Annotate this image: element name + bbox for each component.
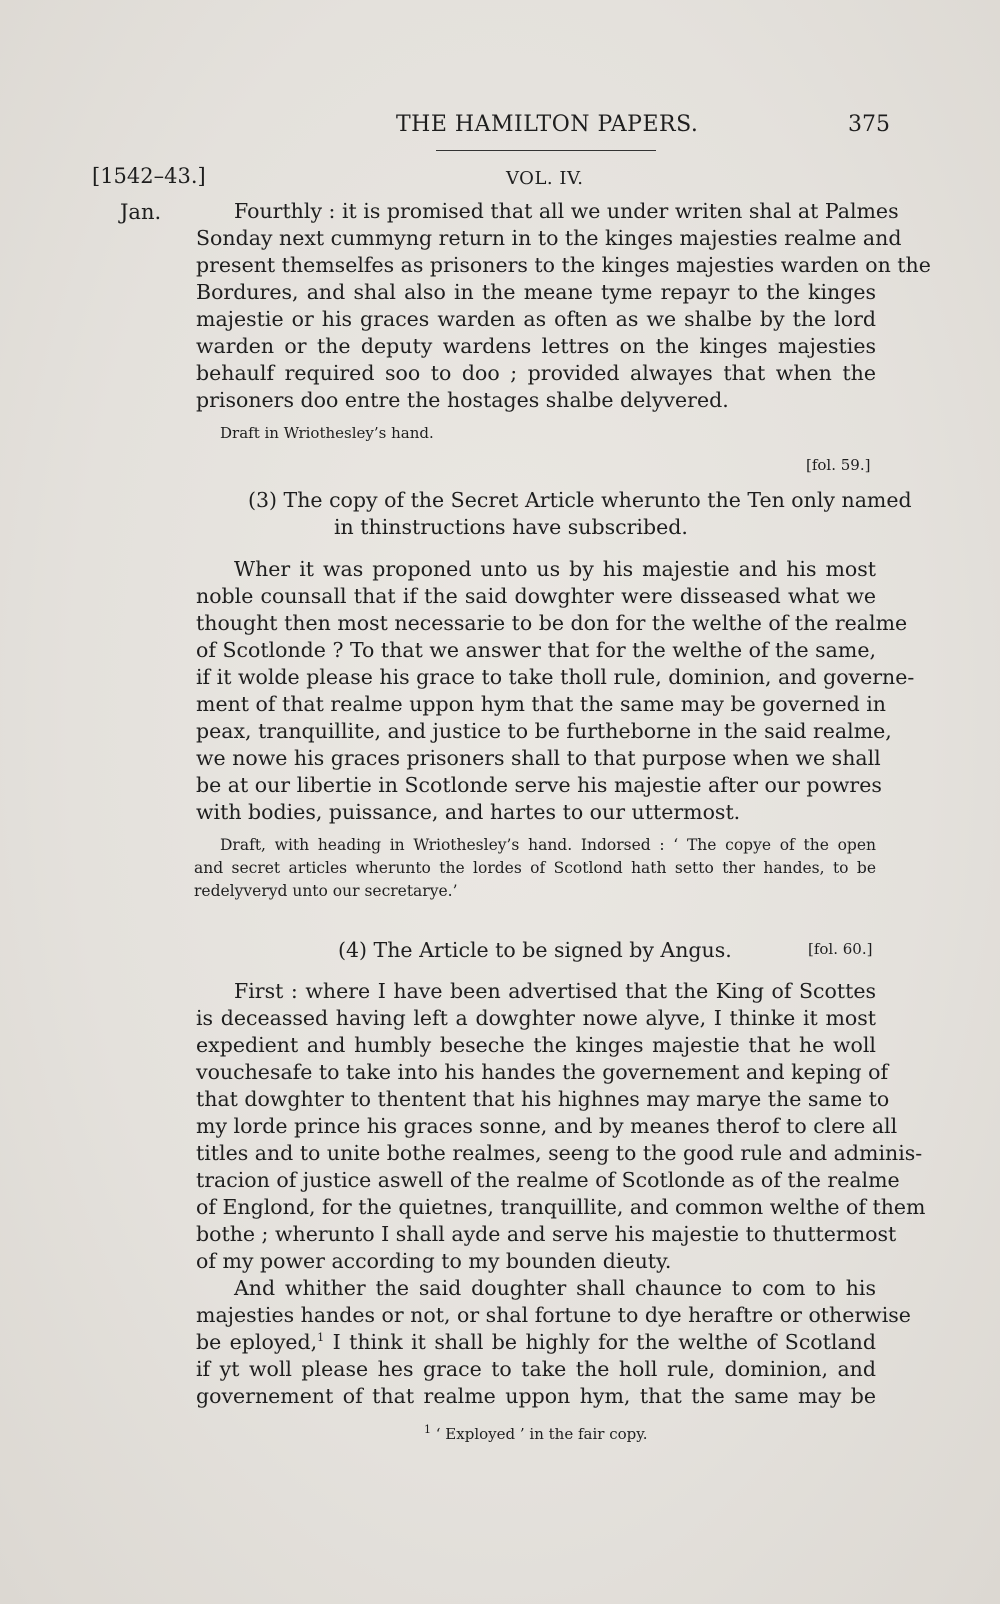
fourthly-paragraph: [196, 198, 931, 414]
text-line: Sonday next cummyng return in to the kinges majesties realme and: [196, 226, 902, 250]
month-margin-note: Jan.: [120, 200, 162, 224]
text-line: bothe ; wherunto I shall ayde and serve his majestie to thuttermost: [196, 1222, 897, 1246]
note-line: redelyveryd unto our secretarye.’: [194, 882, 458, 900]
text-line: my lorde prince his graces sonne, and by meanes therof to clere all: [196, 1114, 898, 1138]
text-line: if it wolde please his grace to take tholl rule, dominion, and governe-: [196, 665, 915, 689]
text-line: with bodies, puissance, and hartes to our uttermost.: [196, 800, 741, 824]
text-line: titles and to unite bothe realmes, seeng to the good rule and adminis-: [196, 1141, 923, 1165]
draft-note: Draft in Wriothesley’s hand.: [220, 424, 434, 442]
text-line: present themselfes as prisoners to the kinges majesties warden on the: [196, 253, 931, 277]
text-line: And whither the said doughter shall chaunce to com to his: [234, 1276, 876, 1300]
text-line: governement of that realme uppon hym, that the same may be: [196, 1384, 876, 1408]
text-line: if yt woll please hes grace to take the holl rule, dominion, and: [196, 1357, 876, 1381]
text-line: ment of that realme uppon hym that the same may be governed in: [196, 692, 887, 716]
note-line: and secret articles wherunto the lordes of Scotlond hath setto ther handes, to be: [194, 859, 876, 877]
footnote-marker: 1: [317, 1331, 325, 1345]
text-line: be at our libertie in Scotlonde serve his majestie after our powres: [196, 773, 882, 797]
volume-label: VOL. IV.: [506, 168, 584, 189]
text-line: vouchesafe to take into his handes the governement and keping of: [196, 1060, 889, 1084]
year-range: [1542–43.]: [92, 164, 206, 188]
text-line: Wher it was proponed unto us by his majestie and his most: [234, 557, 876, 581]
section-heading: (3) The copy of the Secret Article wherunto the Ten only named: [248, 488, 912, 512]
running-title: THE HAMILTON PAPERS.: [396, 112, 699, 137]
text-line: noble counsall that if the said dowghter were disseased what we: [196, 584, 876, 608]
footnote: [424, 1425, 647, 1443]
text-line: Bordures, and shal also in the meane tyme repayr to the kinges: [196, 280, 876, 304]
text-line: expedient and humbly beseche the kinges majestie that he woll: [196, 1033, 876, 1057]
text-segment: be eployed,: [196, 1330, 318, 1354]
text-line: Fourthly : it is promised that all we under writen shal at Palmes: [234, 199, 899, 223]
text-line: majesties handes or not, or shal fortune to dye heraftre or otherwise: [196, 1303, 911, 1327]
text-line: of my power according to my bounden dieuty.: [196, 1249, 672, 1273]
text-line: is deceassed having left a dowghter nowe alyve, I thinke it most: [196, 1006, 876, 1030]
text-line: [196, 1329, 876, 1356]
text-line: peax, tranquillite, and justice to be furtheborne in the said realme,: [196, 719, 892, 743]
angus-article-paragraph: [196, 978, 926, 1410]
indorsement-note: [194, 834, 876, 903]
text-line: prisoners doo entre the hostages shalbe delyvered.: [196, 388, 729, 412]
text-line: that dowghter to thentent that his highnes may marye the same to: [196, 1087, 890, 1111]
text-line: of Englond, for the quietnes, tranquillite, and common welthe of them: [196, 1195, 926, 1219]
text-line: we nowe his graces prisoners shall to that purpose when we shall: [196, 746, 881, 770]
text-line: majestie or his graces warden as often as we shalbe by the lord: [196, 307, 876, 331]
text-line: First : where I have been advertised that the King of Scottes: [234, 979, 876, 1003]
section-heading: in thinstructions have subscribed.: [334, 515, 688, 539]
folio-reference: [fol. 59.]: [806, 456, 871, 474]
text-line: thought then most necessarie to be don for the welthe of the realme: [196, 611, 908, 635]
text-line: warden or the deputy wardens lettres on the kinges majesties: [196, 334, 876, 358]
text-line: tracion of justice aswell of the realme of Scotlonde as of the realme: [196, 1168, 900, 1192]
text-line: of Scotlonde ? To that we answer that for the welthe of the same,: [196, 638, 876, 662]
section-heading: (4) The Article to be signed by Angus.: [338, 938, 732, 962]
page-number: 375: [848, 112, 890, 137]
footnote-text: ‘ Exployed ’ in the fair copy.: [431, 1425, 648, 1443]
secret-article-paragraph: [196, 556, 915, 826]
note-line: Draft, with heading in Wriothesley’s hand. Indorsed : ‘ The copye of the open: [220, 836, 876, 854]
text-segment: I think it shall be highly for the welthe of Scotland: [324, 1330, 876, 1354]
footnote-marker: 1: [424, 1423, 431, 1436]
text-line: behaulf required soo to doo ; provided alwayes that when the: [196, 361, 876, 385]
folio-reference: [fol. 60.]: [808, 940, 873, 958]
header-rule: [436, 150, 656, 151]
